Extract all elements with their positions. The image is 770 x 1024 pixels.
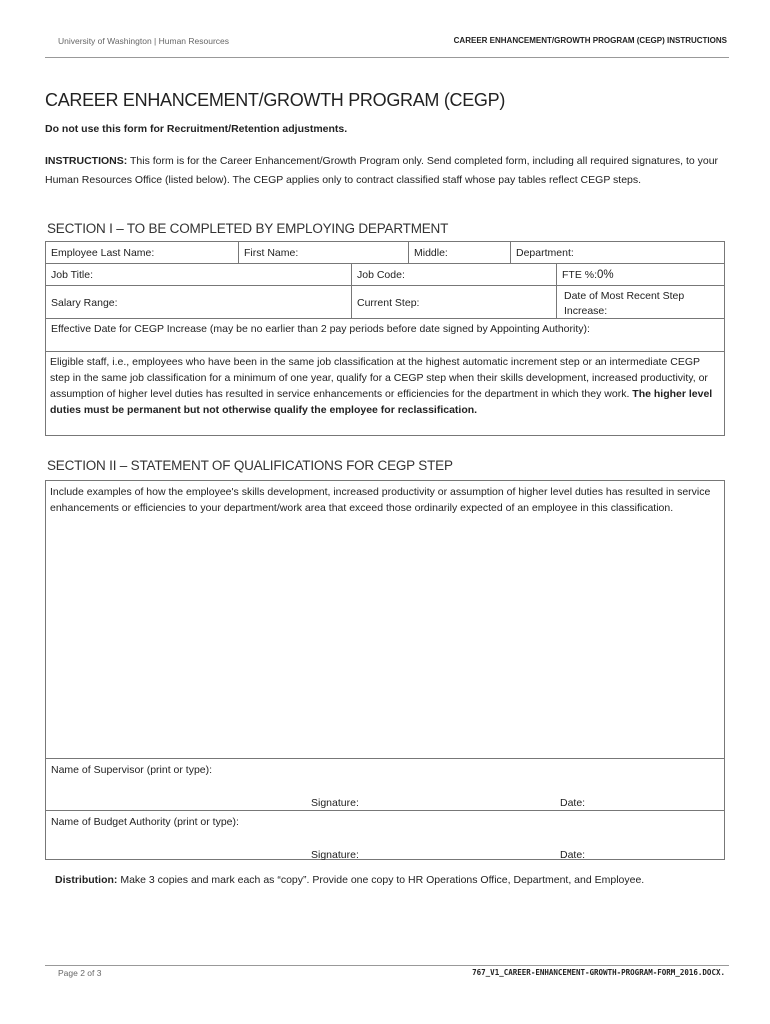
salary-range-field[interactable]: Salary Range: <box>51 297 118 309</box>
effective-date-field[interactable]: Effective Date for CEGP Increase (may be no earlier than 2 pay periods before date signed by Appointing Authority): <box>51 323 590 335</box>
supervisor-date-field[interactable]: Date: <box>560 797 586 809</box>
header-right: CAREER ENHANCEMENT/GROWTH PROGRAM (CEGP) INSTRUCTIONS <box>453 36 727 45</box>
distribution-text: Make 3 copies and mark each as “copy”. Provide one copy to HR Operations Office, Department, and Employee. <box>117 874 645 886</box>
supervisor-name-field[interactable]: Name of Supervisor (print or type): <box>51 764 213 776</box>
page-number: Page 2 of 3 <box>58 968 102 978</box>
header-left: University of Washington | Human Resources <box>58 36 230 46</box>
budget-signature-field[interactable]: Signature: <box>311 849 359 861</box>
eligibility-paragraph <box>50 354 722 418</box>
fte-value: 0% <box>597 269 614 281</box>
page-title: CAREER ENHANCEMENT/GROWTH PROGRAM (CEGP) <box>45 90 506 110</box>
job-title-field[interactable]: Job Title: <box>51 269 94 281</box>
recent-step-label-line2: Increase: <box>564 305 608 317</box>
row-divider <box>45 263 725 264</box>
section2-table <box>45 480 725 860</box>
instructions-paragraph <box>45 152 725 190</box>
eligibility-bold-text: The higher level duties must be permanent but not otherwise qualify the employee for reclassification. <box>50 388 713 416</box>
file-name: 767_V1_CAREER-ENHANCEMENT-GROWTH-PROGRAM-FORM_2016.DOCX. <box>472 968 725 977</box>
budget-authority-name-field[interactable]: Name of Budget Authority (print or type): <box>51 816 239 828</box>
eligibility-text: Eligible staff, i.e., employees who have been in the same job classification at the highest automatic increment step or an intermediate CEGP step in the same job classification for a minimum of one year, qualify for a CEGP step when their skills development, increased productivity, or assumption of higher level duties has resulted in service enhancements or efficiencies for the department in which they work. <box>50 356 708 400</box>
job-code-field[interactable]: Job Code: <box>357 269 405 281</box>
employee-last-name-field[interactable]: Employee Last Name: <box>51 247 155 259</box>
warning-text: Do not use this form for Recruitment/Retention adjustments. <box>45 123 348 135</box>
current-step-field[interactable]: Current Step: <box>357 297 420 309</box>
footer-rule <box>45 965 729 966</box>
recent-step-label-line1: Date of Most Recent Step <box>564 290 685 302</box>
distribution-note <box>55 874 644 886</box>
middle-name-field[interactable]: Middle: <box>414 247 448 259</box>
header-rule <box>45 57 729 58</box>
distribution-label: Distribution: <box>55 874 118 886</box>
fte-label: FTE %: <box>562 269 598 281</box>
section2-title: SECTION II – STATEMENT OF QUALIFICATIONS FOR CEGP STEP <box>47 458 453 473</box>
budget-date-field[interactable]: Date: <box>560 849 586 861</box>
supervisor-signature-field[interactable]: Signature: <box>311 797 359 809</box>
instructions-label: INSTRUCTIONS: <box>45 155 128 167</box>
department-field[interactable]: Department: <box>516 247 574 259</box>
row-divider <box>45 810 725 811</box>
recent-step-increase-field[interactable] <box>559 286 725 322</box>
qualifications-textarea[interactable]: Include examples of how the employee's skills development, increased productivity or assumption of higher level duties has resulted in service enhancements or efficiencies to your department/work area that exceed those ordinarily expected of an employee in this classification. <box>50 486 711 514</box>
row-divider <box>45 758 725 759</box>
first-name-field[interactable]: First Name: <box>244 247 299 259</box>
fte-field[interactable] <box>557 266 723 284</box>
section1-title: SECTION I – TO BE COMPLETED BY EMPLOYING DEPARTMENT <box>47 221 449 236</box>
instructions-text: This form is for the Career Enhancement/Growth Program only. Send completed form, including all required signatures, to your Human Resources Office (listed below). The CEGP applies only to contract classified staff whose pay tables reflect CEGP steps. <box>45 155 719 186</box>
row-divider <box>45 351 725 352</box>
